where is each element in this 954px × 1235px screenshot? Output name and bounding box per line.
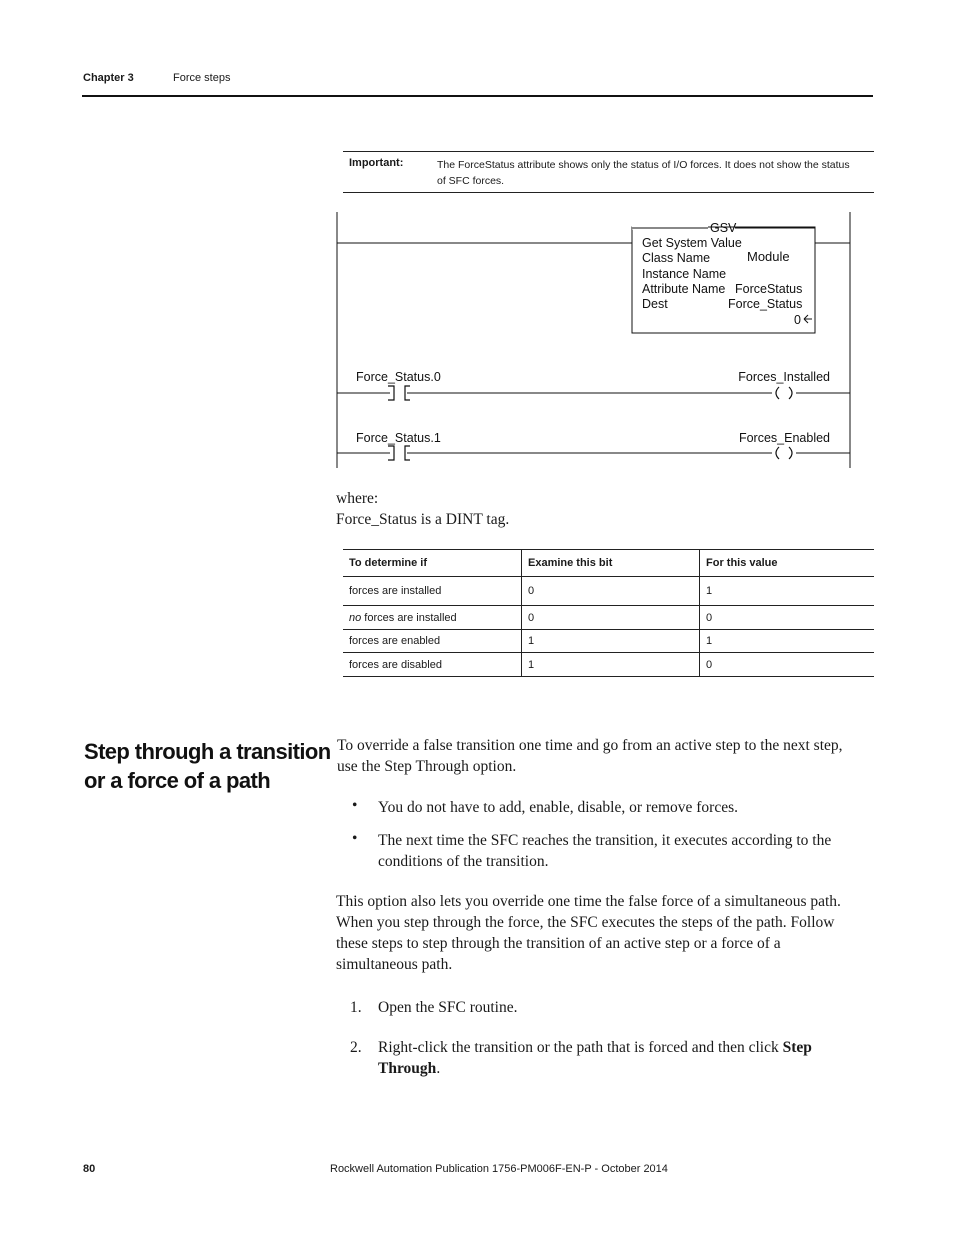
gsv-dest-label: Dest bbox=[642, 297, 668, 311]
table-cell-condition: forces are disabled bbox=[343, 653, 522, 677]
rung-2-contact-label: Force_Status.0 bbox=[356, 370, 441, 384]
important-top-rule bbox=[343, 151, 874, 152]
chapter-label: Chapter 3 bbox=[83, 72, 134, 84]
ladder-diagram bbox=[330, 205, 860, 475]
table-row bbox=[343, 653, 874, 677]
table-row bbox=[343, 577, 874, 606]
coil-2-left-arc bbox=[776, 447, 779, 459]
table-header-row bbox=[343, 550, 874, 577]
important-label: Important: bbox=[349, 157, 404, 169]
col-header-value: For this value bbox=[700, 550, 875, 577]
intro-paragraph: To override a false transition one time and go from an active step to the next step, use the Step Through option. bbox=[337, 737, 843, 775]
dest-arrow-icon bbox=[804, 315, 812, 323]
table-cell-value: 1 bbox=[700, 577, 875, 606]
table-cell-bit: 0 bbox=[522, 606, 700, 630]
table-row bbox=[343, 630, 874, 653]
step-1-number: 1. bbox=[350, 999, 362, 1016]
gsv-instance-label: Instance Name bbox=[642, 267, 727, 281]
gsv-title: GSV bbox=[710, 221, 737, 235]
important-bottom-rule bbox=[343, 192, 874, 193]
step-2-text: Right-click the transition or the path that is forced and then click Step Through. bbox=[378, 1039, 812, 1077]
table-cell-condition: forces are installed bbox=[343, 577, 522, 606]
table-cell-value: 0 bbox=[700, 653, 875, 677]
publication-info: Rockwell Automation Publication 1756-PM006F-EN-P - October 2014 bbox=[330, 1163, 668, 1175]
where-block bbox=[336, 488, 509, 530]
gsv-class-value: Module bbox=[747, 249, 790, 264]
table-cell-condition: forces are enabled bbox=[343, 630, 522, 653]
col-header-bit: Examine this bit bbox=[522, 550, 700, 577]
gsv-class-label: Class Name bbox=[642, 251, 711, 265]
bullet-2-text: The next time the SFC reaches the transition, it executes according to the conditions of the transition. bbox=[378, 832, 832, 870]
gsv-dest-readout: 0 bbox=[794, 313, 801, 327]
table-cell-bit: 1 bbox=[522, 653, 700, 677]
rung-2-coil-label: Forces_Installed bbox=[738, 370, 830, 384]
coil-1-left-arc bbox=[776, 387, 779, 399]
step-2-number: 2. bbox=[350, 1039, 362, 1056]
header-rule bbox=[82, 95, 873, 97]
step-1-text: Open the SFC routine. bbox=[378, 999, 518, 1016]
rung-3-contact-label: Force_Status.1 bbox=[356, 431, 441, 445]
page-number: 80 bbox=[83, 1163, 96, 1175]
gsv-attribute-label: Attribute Name bbox=[642, 282, 726, 296]
table-cell-condition: no forces are installed bbox=[343, 606, 522, 630]
table-cell-bit: 0 bbox=[522, 577, 700, 606]
gsv-heading: Get System Value bbox=[642, 236, 742, 250]
where-line-2: Force_Status is a DINT tag. bbox=[336, 511, 510, 528]
bullet-1-text: You do not have to add, enable, disable, or remove forces. bbox=[378, 799, 738, 816]
coil-2-right-arc bbox=[789, 447, 792, 459]
table-row bbox=[343, 606, 874, 630]
gsv-dest-value: Force_Status bbox=[728, 297, 803, 311]
table-cell-value: 0 bbox=[700, 606, 875, 630]
section-label: Force steps bbox=[173, 72, 231, 84]
force-status-table bbox=[343, 549, 874, 677]
table-cell-value: 1 bbox=[700, 630, 875, 653]
rung-3-coil-label: Forces_Enabled bbox=[738, 431, 830, 445]
col-header-determine: To determine if bbox=[343, 550, 522, 577]
option-paragraph: This option also lets you override one time the false force of a simultaneous path. When you step through the force, the SFC executes the steps of the path. Follow these steps to step through the transition of an active step or a force of a simultaneous path. bbox=[336, 893, 841, 973]
section-heading: Step through a transition or a force of a path bbox=[84, 739, 331, 793]
important-text: The ForceStatus attribute shows only the status of I/O forces. It does not show the status of SFC forces. bbox=[437, 159, 850, 187]
gsv-attribute-value: ForceStatus bbox=[735, 282, 803, 296]
bullet-2-marker: • bbox=[352, 830, 358, 847]
table-cell-bit: 1 bbox=[522, 630, 700, 653]
bullet-1-marker: • bbox=[352, 797, 358, 814]
coil-1-right-arc bbox=[789, 387, 792, 399]
where-line-1: where: bbox=[336, 490, 379, 507]
